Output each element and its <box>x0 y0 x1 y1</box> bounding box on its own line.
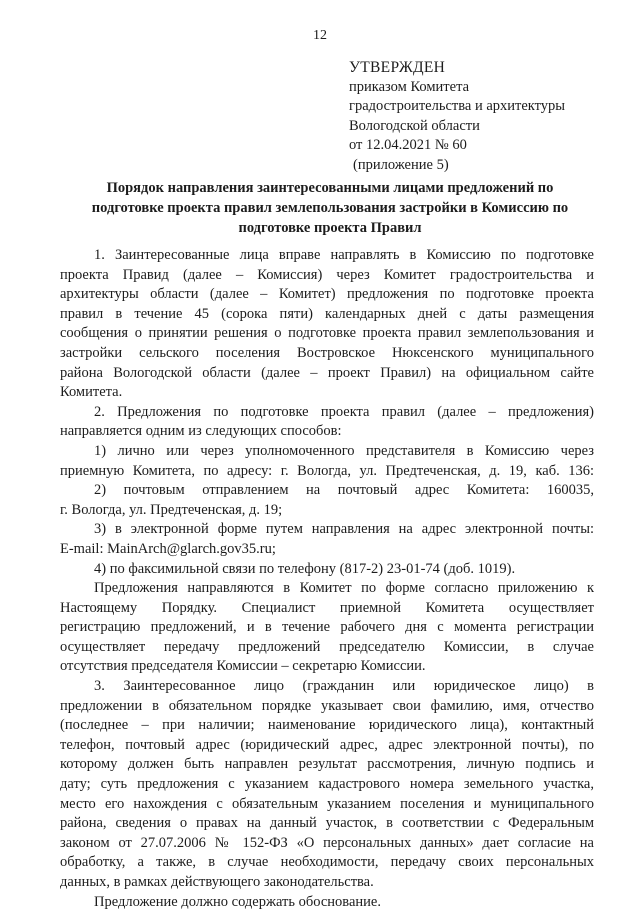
title-line: подготовке проекта Правил <box>238 220 422 236</box>
body-text-line: архитектуры области (далее – Комитет) предложения по подготовке проекта <box>60 286 594 303</box>
title-line: подготовке проекта правил землепользования застройки в Комиссию по <box>91 200 569 216</box>
document-title <box>60 178 600 238</box>
title-line: Порядок направления заинтересованными лицами предложений по <box>106 180 554 196</box>
body-text-line: проекта Правид (далее – Комиссия) через Комитет градостроительства и <box>60 266 594 283</box>
body-text-line: обработку, а также, в случае необходимости, передачу своих персональных <box>60 854 594 871</box>
body-text-line: законом от 27.07.2006 № 152-ФЗ «О персональных данных» дает согласие на <box>60 834 594 851</box>
approval-line: Вологодской области <box>349 117 480 134</box>
body-text-line: (последнее – при наличии; наименование юридического лица), контактный <box>60 717 594 734</box>
body-text-line: 2) почтовым отправлением на почтовый адрес Комитета: 160035, <box>94 482 594 499</box>
body-text-line: Предложение должно содержать обоснование. <box>94 893 381 910</box>
document-body <box>60 246 594 912</box>
body-text-line: предложении в обязательном порядке указывает свои фамилию, имя, отчество <box>60 697 594 714</box>
approval-line: градостроительства и архитектуры <box>349 98 566 115</box>
body-text-line: г. Вологда, ул. Предтеченская, д. 19; <box>60 501 283 518</box>
body-text-line: отсутствия председателя Комиссии – секретарю Комиссии. <box>60 658 426 675</box>
body-text-line: района Вологодской области (далее – проект Правил) на официальном сайте <box>60 364 594 381</box>
body-text-line: Комитета. <box>60 384 123 401</box>
approval-line: от 12.04.2021 № 60 <box>349 137 467 154</box>
page-number: 12 <box>313 28 327 43</box>
body-text-line: 1. Заинтересованные лица вправе направлять в Комиссию по подготовке <box>94 247 594 263</box>
body-text-line: района, сведения о правах на данный участок, в соответствии с Федеральным <box>60 815 594 832</box>
body-text-line: застройки сельского поселения Востровское Нюксенского муниципального <box>60 344 594 361</box>
body-text-line: E-mail: MainArch@glarch.gov35.ru; <box>60 540 276 557</box>
approval-line: приказом Комитета <box>349 78 470 95</box>
body-text-line: осуществляет передачу предложений председателю Комиссии, в случае <box>60 638 594 655</box>
approval-appendix: (приложение 5) <box>353 156 449 173</box>
body-text-line: 1) лично или через уполномоченного представителя в Комиссию через <box>94 442 594 459</box>
body-text-line: 2. Предложения по подготовке проекта правил (далее – предложения) <box>94 403 594 420</box>
body-text-line: дату; суть предложения с указанием кадастрового номера земельного участка, <box>60 776 594 793</box>
body-text-line: Настоящему Порядку. Специалист приемной Комитета осуществляет <box>60 599 594 616</box>
body-text-line: которому должен быть направлен результат рассмотрения, личную подпись и <box>60 756 594 773</box>
body-text-line: 3) в электронной форме путем направления на адрес электронной почты: <box>94 521 594 538</box>
approval-heading: УТВЕРЖДЕН <box>349 59 446 76</box>
body-text-line: регистрацию предложений, и в течение рабочего дня с момента регистрации <box>60 619 594 636</box>
body-text-line: телефон, почтовый адрес (юридический адрес, адрес электронной почты), по <box>60 736 594 753</box>
body-text-line: Предложения направляются в Комитет по форме согласно приложению к <box>94 580 594 597</box>
body-text-line: данных, в рамках действующего законодательства. <box>60 874 374 890</box>
body-text-line: 3. Заинтересованное лицо (гражданин или юридическое лицо) в <box>94 678 594 695</box>
body-text-line: 4) по факсимильной связи по телефону (817-2) 23-01-74 (доб. 1019). <box>94 560 516 577</box>
body-text-line: правил в течение 45 (сорока пяти) календарных дней с даты размещения <box>60 305 594 322</box>
body-text-line: место его нахождения с обязательным указанием поселения и муниципального <box>60 795 594 812</box>
body-text-line: приемную Комитета, по адресу: г. Вологда, ул. Предтеченская, д. 19, каб. 136: <box>60 462 594 479</box>
approval-stamp <box>349 58 619 176</box>
body-text-line: сообщения о принятии решения о подготовке проекта правил землепользования и <box>60 325 594 342</box>
body-text-line: направляется одним из следующих способов: <box>60 423 342 440</box>
